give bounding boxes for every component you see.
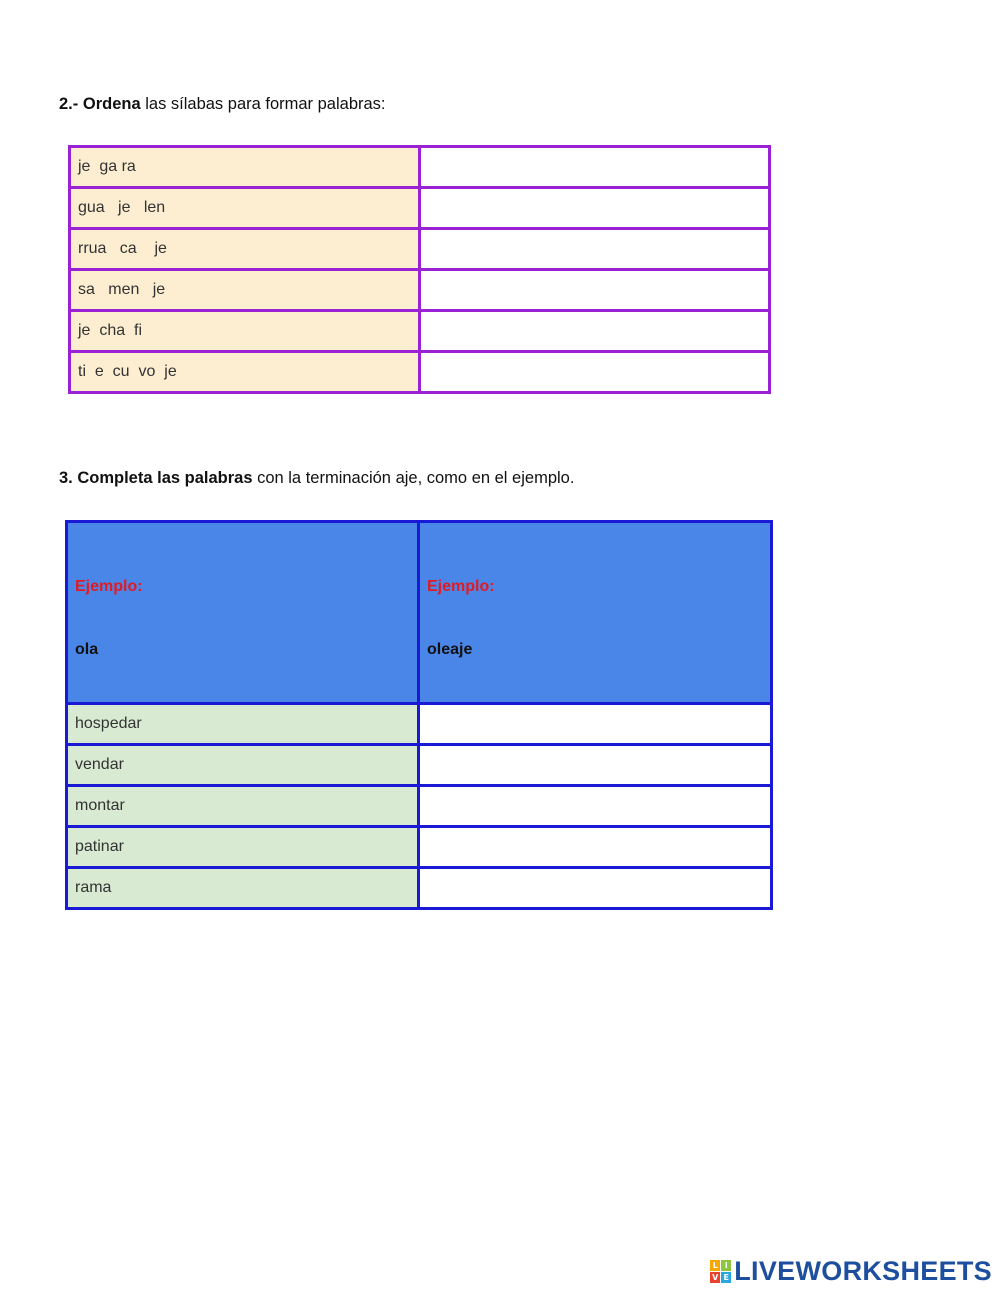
table-row <box>70 229 770 270</box>
liveworksheets-logo <box>710 1254 992 1288</box>
example-cell-right <box>419 522 772 704</box>
q2-instruction <box>59 94 386 114</box>
q3-keyword: 3. Completa las palabras <box>59 469 253 487</box>
syllable-table <box>68 145 771 394</box>
answer-cell[interactable] <box>419 786 772 827</box>
word-cell: vendar <box>67 745 419 786</box>
answer-cell[interactable] <box>419 704 772 745</box>
example-label: Ejemplo: <box>75 578 143 595</box>
word-answer-input-5[interactable] <box>420 869 770 907</box>
table-row <box>70 270 770 311</box>
example-answer: oleaje <box>427 641 473 658</box>
answer-cell[interactable] <box>419 745 772 786</box>
q2-keyword: Ordena <box>82 95 141 113</box>
answer-input-4[interactable] <box>421 271 768 309</box>
answer-input-1[interactable] <box>421 148 768 186</box>
answer-cell[interactable] <box>420 311 770 352</box>
example-cell-left <box>67 522 419 704</box>
answer-cell[interactable] <box>420 270 770 311</box>
answer-input-2[interactable] <box>421 189 768 227</box>
q2-number: 2.- <box>59 95 79 113</box>
answer-input-6[interactable] <box>421 353 768 391</box>
logo-mark-letter: V <box>712 1272 719 1282</box>
answer-cell[interactable] <box>420 352 770 393</box>
syllable-cell: rrua ca je <box>70 229 420 270</box>
syllable-cell: ti e cu vo je <box>70 352 420 393</box>
table-row <box>67 786 772 827</box>
table-row <box>70 352 770 393</box>
answer-cell[interactable] <box>420 147 770 188</box>
example-row <box>67 522 772 704</box>
syllable-cell: je cha fi <box>70 311 420 352</box>
word-cell: hospedar <box>67 704 419 745</box>
q2-instruction-text: las sílabas para formar palabras: <box>140 95 386 113</box>
word-answer-input-1[interactable] <box>420 705 770 743</box>
q3-instruction <box>59 468 574 488</box>
example-word: ola <box>75 641 99 658</box>
table-row <box>67 827 772 868</box>
q3-instruction-text: con la terminación aje, como en el ejemplo. <box>252 469 575 487</box>
logo-text: LIVEWORKSHEETS <box>734 1256 992 1286</box>
example-label: Ejemplo: <box>427 578 495 595</box>
word-cell: patinar <box>67 827 419 868</box>
table-row <box>67 745 772 786</box>
logo-mark-letter: I <box>721 1260 731 1271</box>
table-row <box>67 704 772 745</box>
logo-mark-icon <box>710 1260 731 1283</box>
word-cell: rama <box>67 868 419 909</box>
word-answer-input-4[interactable] <box>420 828 770 866</box>
syllable-cell: gua je len <box>70 188 420 229</box>
syllable-cell: je ga ra <box>70 147 420 188</box>
answer-cell[interactable] <box>419 827 772 868</box>
word-answer-input-2[interactable] <box>420 746 770 784</box>
table-row <box>70 188 770 229</box>
word-answer-input-3[interactable] <box>420 787 770 825</box>
word-cell: montar <box>67 786 419 827</box>
answer-cell[interactable] <box>420 229 770 270</box>
table-row <box>70 147 770 188</box>
logo-mark-letter: E <box>721 1272 731 1283</box>
answer-cell[interactable] <box>419 868 772 909</box>
answer-input-3[interactable] <box>421 230 768 268</box>
table-row <box>67 868 772 909</box>
syllable-cell: sa men je <box>70 270 420 311</box>
answer-cell[interactable] <box>420 188 770 229</box>
word-table <box>65 520 773 910</box>
logo-mark-letter: L <box>710 1260 720 1271</box>
answer-input-5[interactable] <box>421 312 768 350</box>
table-row <box>70 311 770 352</box>
